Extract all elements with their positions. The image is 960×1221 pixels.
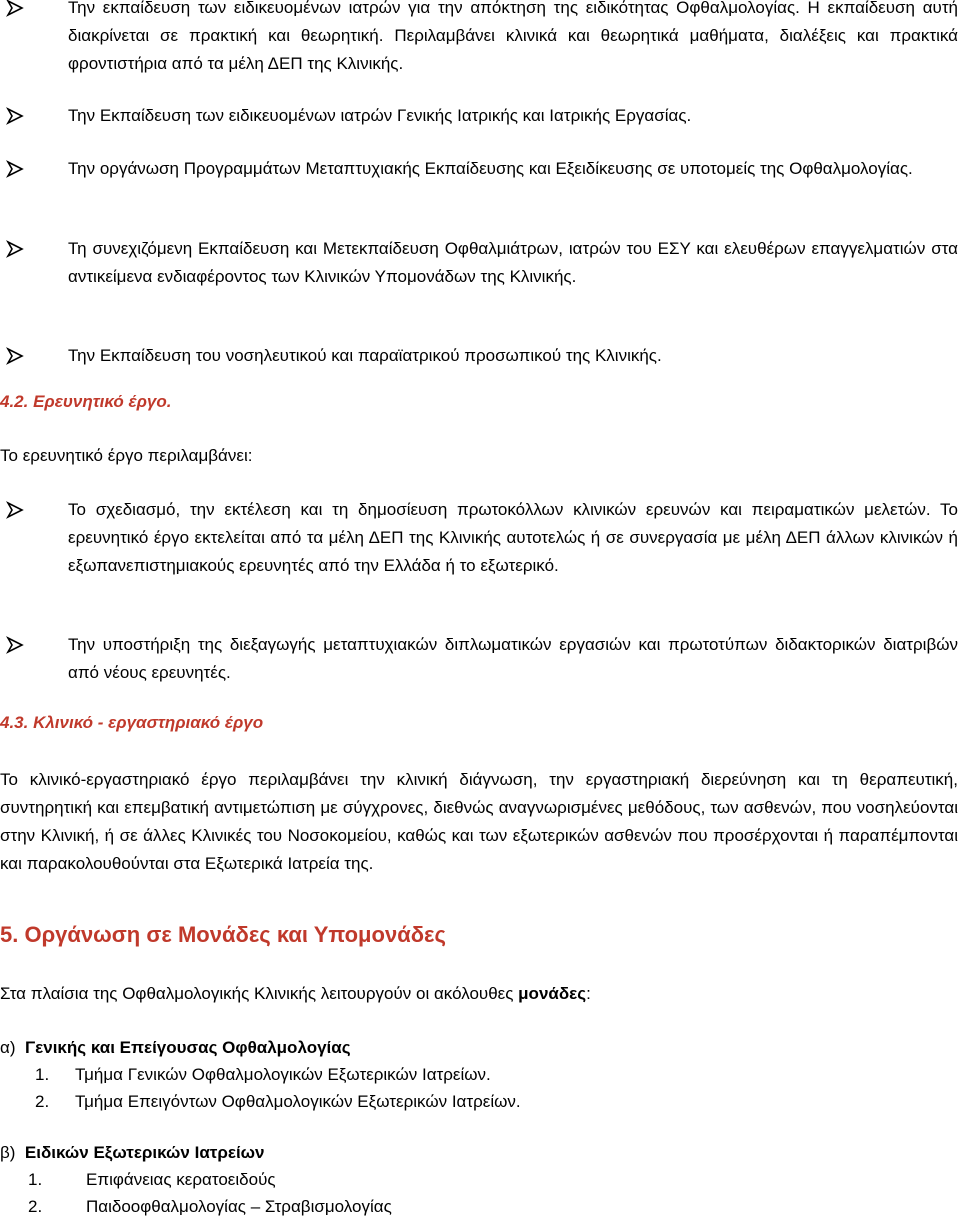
bullet-text: Τη συνεχιζόμενη Εκπαίδευση και Μετεκπαίδευση Οφθαλμιάτρων, ιατρών του ΕΣΥ και ελευθέρων επαγγελματιών στα αντικείμενα ενδιαφέροντος των Κλινικών Υπομονάδων της Κλινικής. xyxy=(68,239,958,286)
research-intro: Το ερευνητικό έργο περιλαμβάνει: xyxy=(0,446,253,465)
list-item-text: Τμήμα Γενικών Οφθαλμολογικών Εξωτερικών Ιατρείων. xyxy=(75,1065,491,1084)
bullet-text: Το σχεδιασμό, την εκτέλεση και τη δημοσίευση πρωτοκόλλων κλινικών ερευνών και πειραματικών μελετών. Το ερευνητικό έργο εκτελείται από τα μέλη ΔΕΠ της Κλινικής αυτοτελώς ή σε συνεργασία με μέλη ΔΕΠ άλλων κλινικών ή εξωπανεπιστημιακούς ερευνητές από την Ελλάδα ή το εξωτερικό. xyxy=(68,500,958,575)
units-intro-bold: μονάδες xyxy=(518,984,587,1003)
list-item-text: Τμήμα Επειγόντων Οφθαλμολογικών Εξωτερικών Ιατρείων. xyxy=(75,1092,521,1111)
list-item xyxy=(28,1193,392,1221)
bullet-text: Την υποστήριξη της διεξαγωγής μεταπτυχιακών διπλωματικών εργασιών και πρωτοτύπων διδακτορικών διατριβών από νέους ερευνητές. xyxy=(68,635,958,682)
list-item-number: 1. xyxy=(28,1170,43,1189)
arrowhead-bullet-icon xyxy=(6,496,24,524)
section-heading-research: 4.2. Ερευνητικό έργο. xyxy=(0,392,172,411)
list-item-number: 2. xyxy=(28,1197,43,1216)
units-intro-suffix: : xyxy=(586,984,591,1003)
bullet-text: Την Εκπαίδευση του νοσηλευτικού και παραϊατρικού προσωπικού της Κλινικής. xyxy=(68,346,662,365)
bullet-text: Την εκπαίδευση των ειδικευομένων ιατρών για την απόκτηση της ειδικότητας Οφθαλμολογίας. Η εκπαίδευση αυτή διακρίνεται σε πρακτική και θεωρητική. Περιλαμβάνει κλινικά και θεωρητικά μαθήματα, διαλέξεις και πρακτικά φροντιστήρια από τα μέλη ΔΕΠ της Κλινικής. xyxy=(68,0,958,73)
list-item-text: Επιφάνειας κερατοειδούς xyxy=(86,1170,276,1189)
arrowhead-bullet-icon xyxy=(6,235,24,263)
group-a-label: α) xyxy=(0,1038,16,1057)
group-b-title xyxy=(0,1139,264,1167)
section-heading-clinical: 4.3. Κλινικό - εργαστηριακό έργο xyxy=(0,713,264,732)
section-heading-units: 5. Οργάνωση σε Μονάδες και Υπομονάδες xyxy=(0,922,446,947)
arrowhead-bullet-icon xyxy=(6,102,24,130)
group-b-title-text: Ειδικών Εξωτερικών Ιατρείων xyxy=(24,1143,265,1162)
list-item-number: 2. xyxy=(35,1092,50,1111)
list-item xyxy=(35,1061,491,1089)
bullet-text: Την οργάνωση Προγραμμάτων Μεταπτυχιακής Εκπαίδευσης και Εξειδίκευσης σε υποτομείς της Οφθαλμολογίας. xyxy=(68,159,913,178)
list-item-text: Παιδοοφθαλμολογίας – Στραβισμολογίας xyxy=(86,1197,392,1216)
bullet-text: Την Εκπαίδευση των ειδικευομένων ιατρών Γενικής Ιατρικής και Ιατρικής Εργασίας. xyxy=(68,106,692,125)
units-intro xyxy=(0,980,958,1008)
clinical-body: Το κλινικό-εργαστηριακό έργο περιλαμβάνει την κλινική διάγνωση, την εργαστηριακή διερεύνηση και τη θεραπευτική, συντηρητική και επεμβατική αντιμετώπιση με σύγχρονες, διεθνώς αναγνωρισμένες μεθόδους, των ασθενών, που νοσηλεύονται στην Κλινική, ή σε άλλες Κλινικές του Νοσοκομείου, καθώς και των εξωτερικών ασθενών που προσέρχονται ή παραπέμπονται και παρακολουθούνται στα Εξωτερικά Ιατρεία της. xyxy=(0,770,958,873)
list-item xyxy=(35,1088,521,1116)
units-intro-prefix: Στα πλαίσια της Οφθαλμολογικής Κλινικής λειτουργούν οι ακόλουθες xyxy=(0,984,519,1003)
group-a-title xyxy=(0,1034,351,1062)
list-item xyxy=(28,1166,276,1194)
arrowhead-bullet-icon xyxy=(6,631,24,659)
arrowhead-bullet-icon xyxy=(6,342,24,370)
group-a-title-text: Γενικής και Επείγουσας Οφθαλμολογίας xyxy=(24,1038,351,1057)
list-item-number: 1. xyxy=(35,1065,50,1084)
arrowhead-bullet-icon xyxy=(6,0,24,22)
group-b-label: β) xyxy=(0,1143,16,1162)
arrowhead-bullet-icon xyxy=(6,155,24,183)
